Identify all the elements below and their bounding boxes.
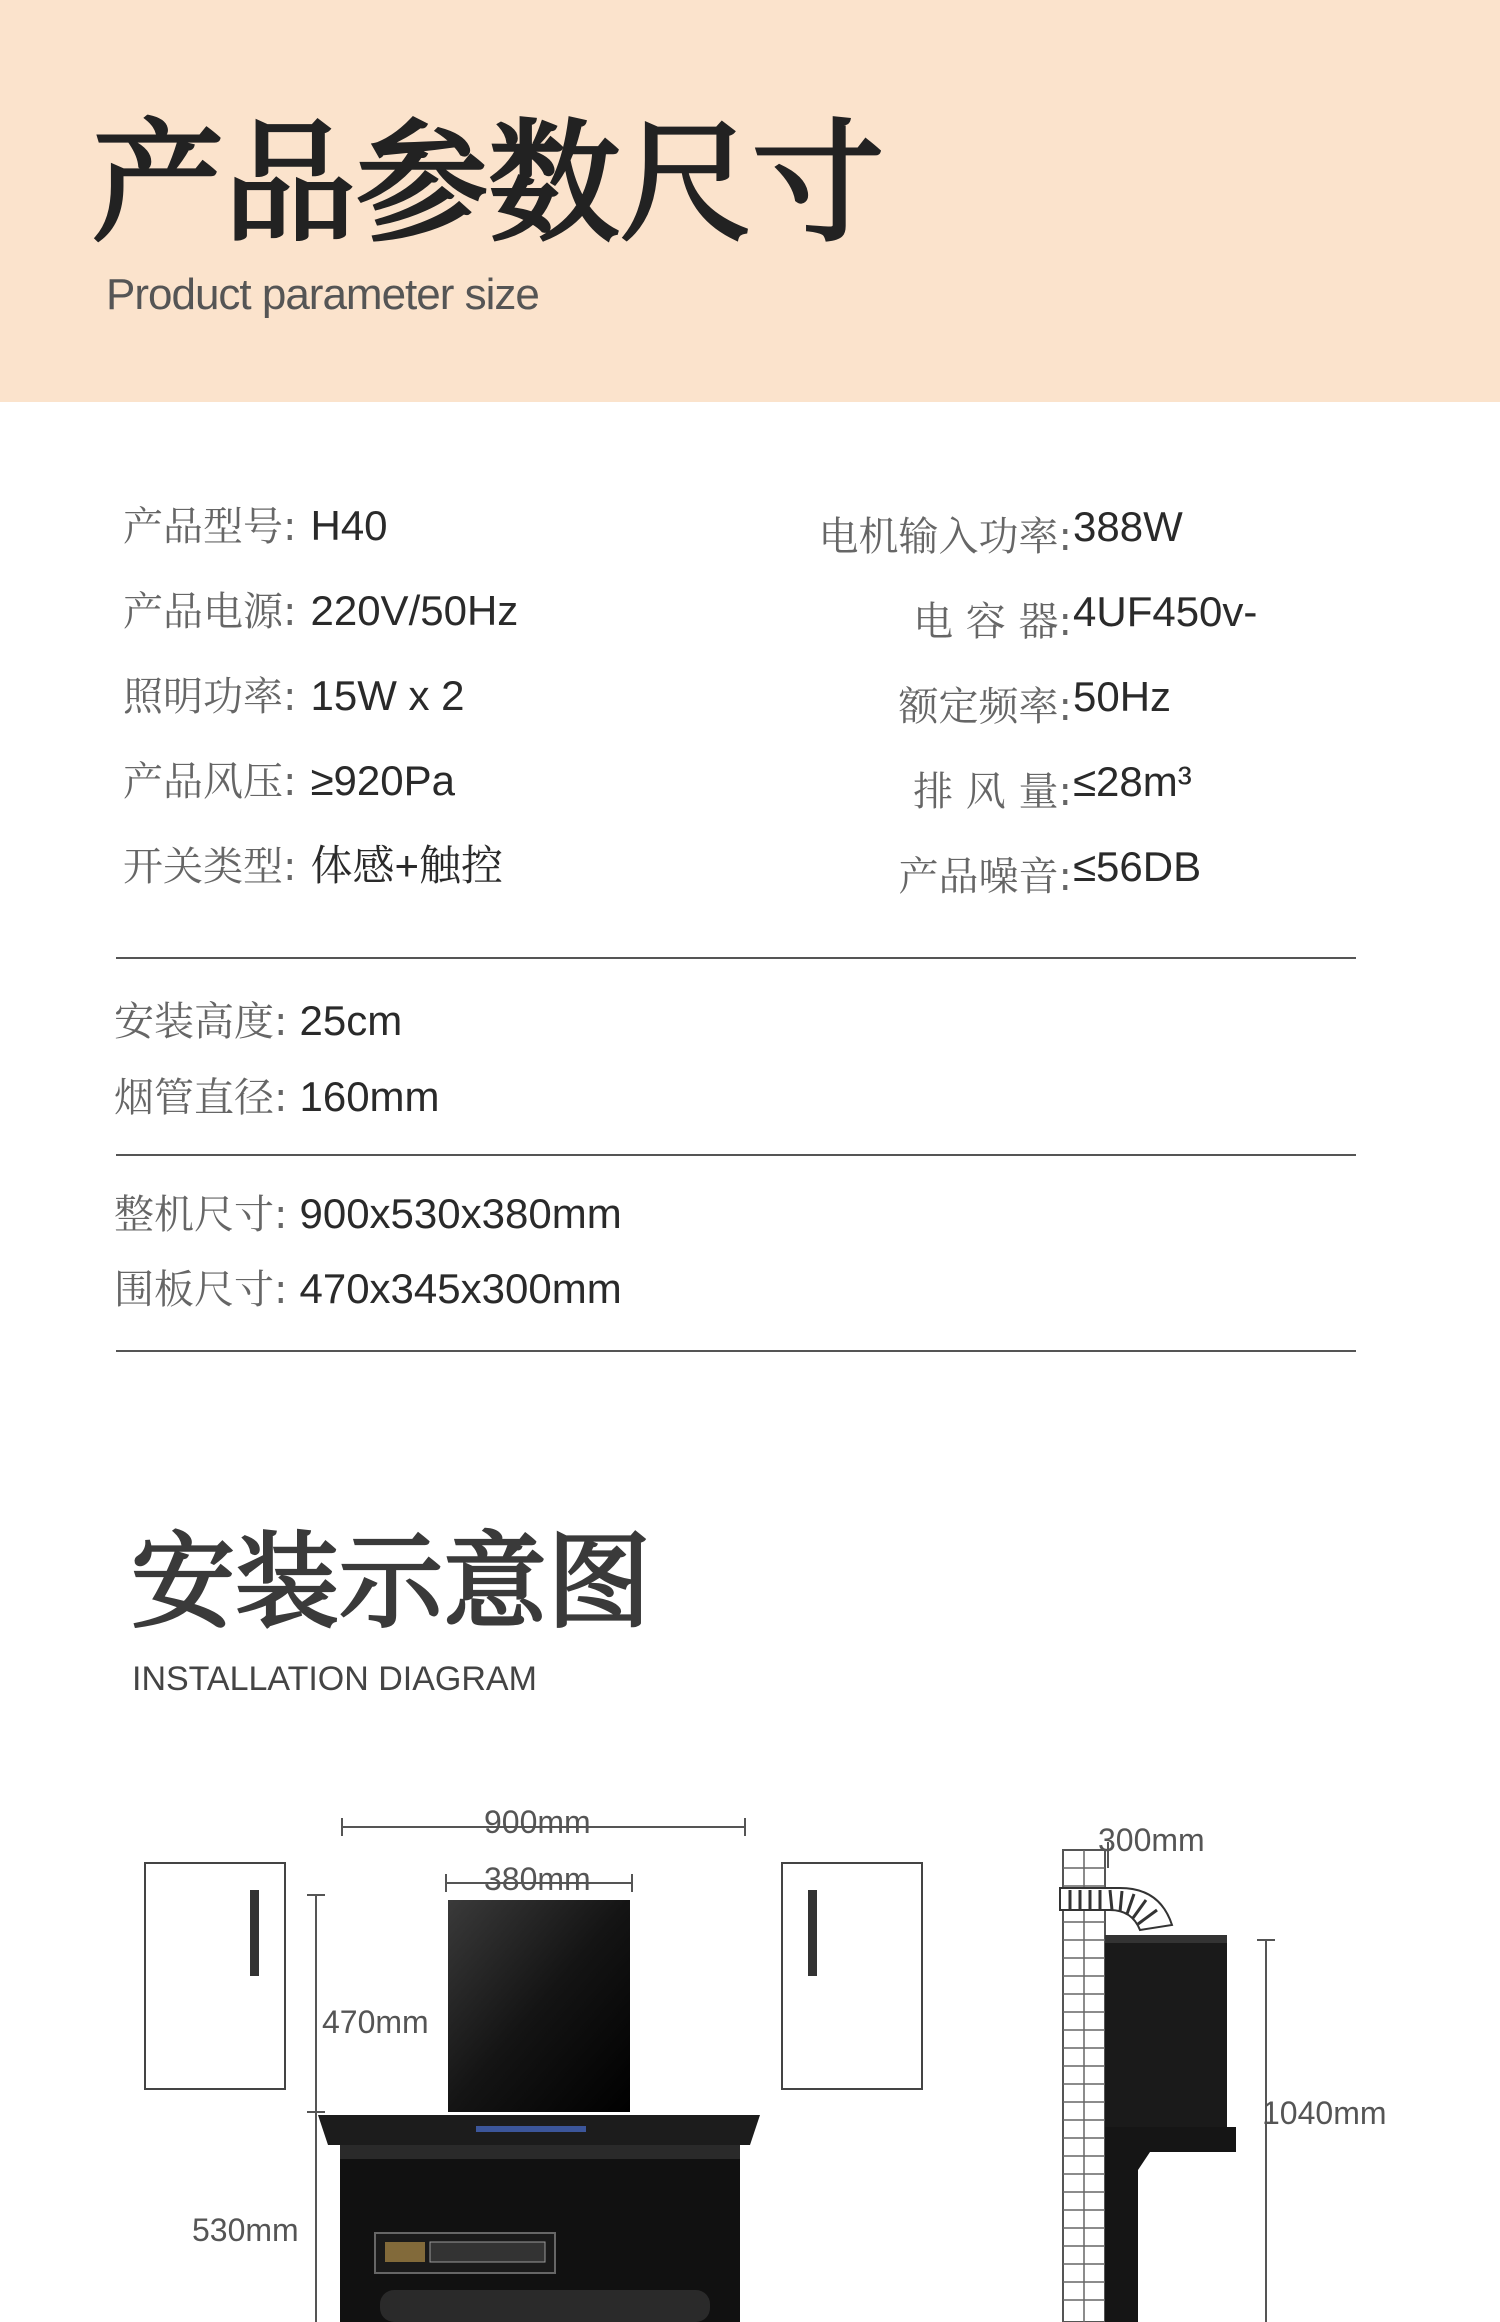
divider [116, 957, 1356, 959]
spec-value: H40 [310, 502, 388, 549]
page-subtitle: Product parameter size [106, 270, 539, 319]
spec-row [114, 997, 403, 1045]
spec-label: 产品风压: [123, 759, 297, 805]
spec-value: 体感+触控 [310, 842, 504, 889]
spec-row [123, 587, 519, 635]
spec-label: 产品电源: [123, 589, 297, 635]
spec-row [114, 1190, 622, 1238]
spec-label: 电 容 器: [913, 599, 1072, 645]
dim-label-height-side: 1040mm [1262, 2095, 1387, 2131]
spec-row [123, 842, 504, 890]
spec-label: 额定频率: [898, 684, 1072, 730]
divider [116, 1350, 1356, 1352]
spec-value: 25cm [299, 997, 403, 1044]
brick-wall [1063, 1850, 1105, 2322]
spec-label: 照明功率: [123, 674, 297, 720]
right-cabinet [782, 1863, 922, 2089]
left-cabinet [145, 1863, 285, 2089]
spec-label: 排 风 量: [913, 769, 1072, 815]
section-title: 安装示意图 [131, 1521, 652, 1643]
spec-value: 160mm [299, 1073, 440, 1120]
spec-value: 900x530x380mm [299, 1190, 622, 1237]
spec-row [114, 1073, 440, 1121]
page-title: 产品参数尺寸 [92, 107, 884, 261]
divider [116, 1154, 1356, 1156]
spec-label: 开关类型: [123, 844, 297, 890]
dim-label-depth-panel: 300mm [1098, 1822, 1205, 1858]
spec-value: 4UF450v- [1073, 588, 1258, 635]
spec-label: 产品噪音: [898, 854, 1072, 900]
dim-label-width-panel: 380mm [484, 1861, 591, 1897]
hood-body [318, 2115, 760, 2322]
spec-value: 15W x 2 [310, 672, 465, 719]
spec-label: 整机尺寸: [114, 1192, 288, 1238]
spec-value: ≤56DB [1073, 843, 1202, 890]
spec-label: 围板尺寸: [114, 1267, 288, 1313]
dim-label-width-total: 900mm [484, 1804, 591, 1840]
spec-value: 50Hz [1073, 673, 1172, 720]
spec-label: 电机输入功率: [818, 514, 1072, 560]
spec-value: 388W [1073, 503, 1183, 550]
section-subtitle: INSTALLATION DIAGRAM [132, 1660, 537, 1698]
spec-row [123, 502, 388, 550]
spec-label: 烟管直径: [114, 1075, 288, 1121]
spec-label: 安装高度: [114, 999, 288, 1045]
spec-label: 产品型号: [123, 504, 297, 550]
spec-value: ≥920Pa [310, 757, 455, 804]
spec-value: 470x345x300mm [299, 1265, 622, 1312]
spec-row [123, 757, 455, 805]
hood-side-view [1105, 1935, 1236, 2322]
dim-line-height [307, 1895, 325, 2322]
header-banner [0, 0, 1500, 402]
spec-value: 220V/50Hz [310, 587, 519, 634]
dim-label-height-panel: 470mm [322, 2004, 429, 2040]
hood-glass-panel [448, 1900, 630, 2112]
spec-row [114, 1265, 622, 1313]
spec-row [123, 672, 465, 720]
dim-label-height-body: 530mm [192, 2212, 299, 2248]
spec-value: ≤28m³ [1073, 758, 1192, 805]
